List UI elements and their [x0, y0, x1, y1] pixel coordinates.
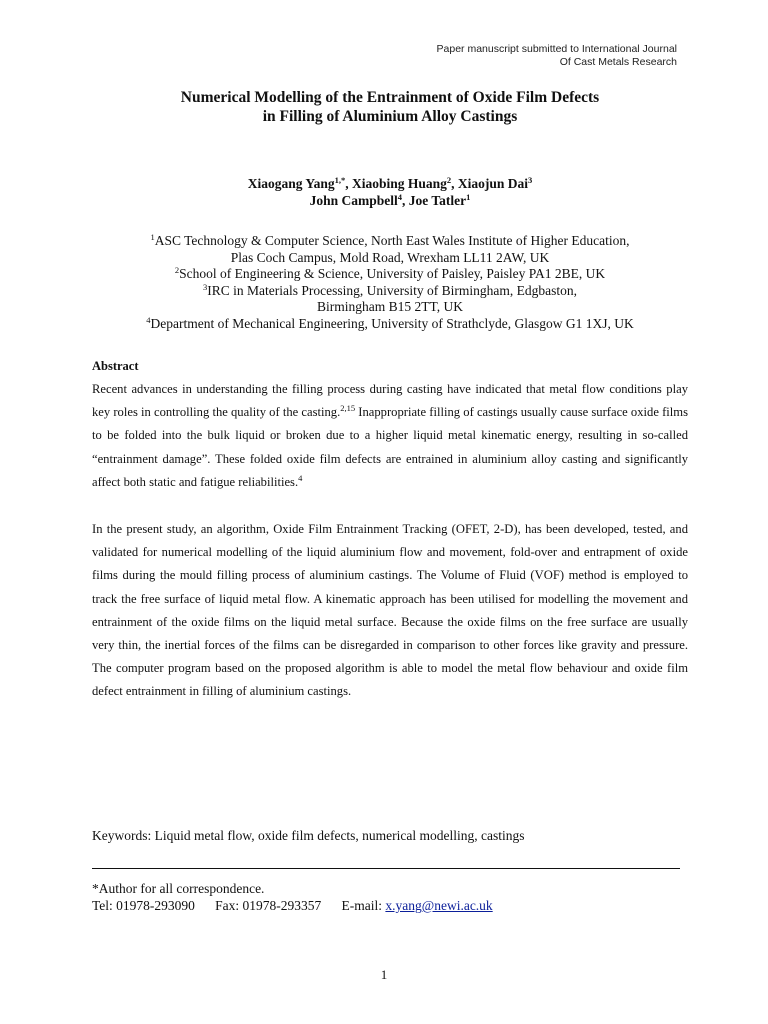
author-line2 [0, 192, 768, 209]
author-name: John Campbell [309, 193, 398, 208]
title-line2: in Filling of Aluminium Alloy Castings [262, 108, 518, 125]
paper-title [0, 88, 768, 126]
author-superscript: 2 [446, 175, 452, 185]
abstract-text: Recent advances in understanding the filling process during casting have indicated that metal flow conditions play key roles in controlling the quality of the casting. [92, 382, 688, 420]
author-name: Xiaobing Huang [351, 176, 447, 191]
citation-superscript: 4 [298, 472, 303, 483]
affiliation-list [0, 233, 768, 333]
author-name: Xiaojun Dai [457, 176, 529, 191]
affiliation-1 [0, 233, 768, 250]
affiliation-superscript: 1 [150, 232, 155, 242]
author-name: Xiaogang Yang [247, 176, 335, 191]
author-line1 [0, 175, 768, 192]
affiliation-text: ASC Technology & Computer Science, North East Wales Institute of Higher Education, [154, 233, 630, 248]
abstract-text: Inappropriate filling of castings usually cause surface oxide films to be folded into the bulk liquid or broken due to a higher liquid metal kinematic energy, resulting in so-called “entrainment damage”. These folded oxide film defects are entrained in aluminium alloy casting and significantly affect both static and fatigue reliabilities. [92, 405, 688, 489]
affiliation-4 [0, 316, 768, 333]
contact-line [92, 897, 493, 914]
footnote-divider [92, 868, 680, 869]
abstract-paragraph-1 [92, 378, 688, 494]
correspondence-note: *Author for all correspondence. [92, 881, 265, 896]
title-line1: Numerical Modelling of the Entrainment of Oxide Film Defects [180, 89, 600, 106]
abstract-heading: Abstract [92, 359, 139, 373]
author-name: Joe Tatler [408, 193, 467, 208]
author-superscript: 3 [528, 175, 533, 185]
author-separator: , [345, 176, 352, 191]
affiliation-1-cont: Plas Coch Campus, Mold Road, Wrexham LL11 2AW, UK [230, 249, 550, 265]
affiliation-superscript: 4 [146, 314, 151, 325]
author-separator: , [451, 176, 458, 191]
submission-note [437, 43, 677, 69]
affiliation-text: School of Engineering & Science, University of Paisley, Paisley PA1 2BE, UK [179, 266, 606, 282]
contact-text: Tel: 01978-293090 Fax: 01978-293357 E-mail: [92, 898, 386, 913]
abstract-paragraph-2: In the present study, an algorithm, Oxide Film Entrainment Tracking (OFET, 2-D), has been developed, tested, and validated for numerical modelling of the liquid aluminium flow and movement, fold-over and entrapment of oxide films during the mould filling process of aluminium castings. The Volume of Fluid (VOF) method is employed to track the free surface of liquid metal flow. A kinematic approach has been utilised for modelling the movement and entrainment of the oxide films on the liquid metal surface. Because the oxide films on the free surface are usually very thin, the inertial forces of the films can be disregarded in comparison to other forces like gravity and pressure. The computer program based on the proposed algorithm is able to model the metal flow behaviour and oxide film defect entrainment in filling of aluminium castings. [92, 522, 688, 699]
page-number: 1 [380, 967, 388, 982]
citation-superscript: 2,15 [340, 403, 356, 414]
author-superscript: 1,* [334, 175, 346, 185]
author-superscript: 1 [466, 192, 471, 202]
affiliation-3-cont: Birmingham B15 2TT, UK [317, 299, 463, 315]
submission-note-line2: Of Cast Metals Research [559, 56, 677, 68]
affiliation-superscript: 3 [203, 281, 208, 292]
author-superscript: 4 [397, 192, 403, 202]
email-link[interactable]: x.yang@newi.ac.uk [385, 898, 493, 913]
author-separator: , [402, 193, 409, 208]
affiliation-3 [0, 283, 768, 300]
affiliation-superscript: 2 [174, 265, 180, 276]
keywords-line: Keywords: Liquid metal flow, oxide film defects, numerical modelling, castings [92, 828, 525, 843]
affiliation-2 [0, 266, 768, 283]
submission-note-line1: Paper manuscript submitted to International Journal [436, 43, 677, 55]
affiliation-text: Department of Mechanical Engineering, University of Strathclyde, Glasgow G1 1XJ, UK [150, 315, 634, 331]
author-list [0, 175, 768, 209]
affiliation-text: IRC in Materials Processing, University of Birmingham, Edgbaston, [207, 282, 577, 298]
